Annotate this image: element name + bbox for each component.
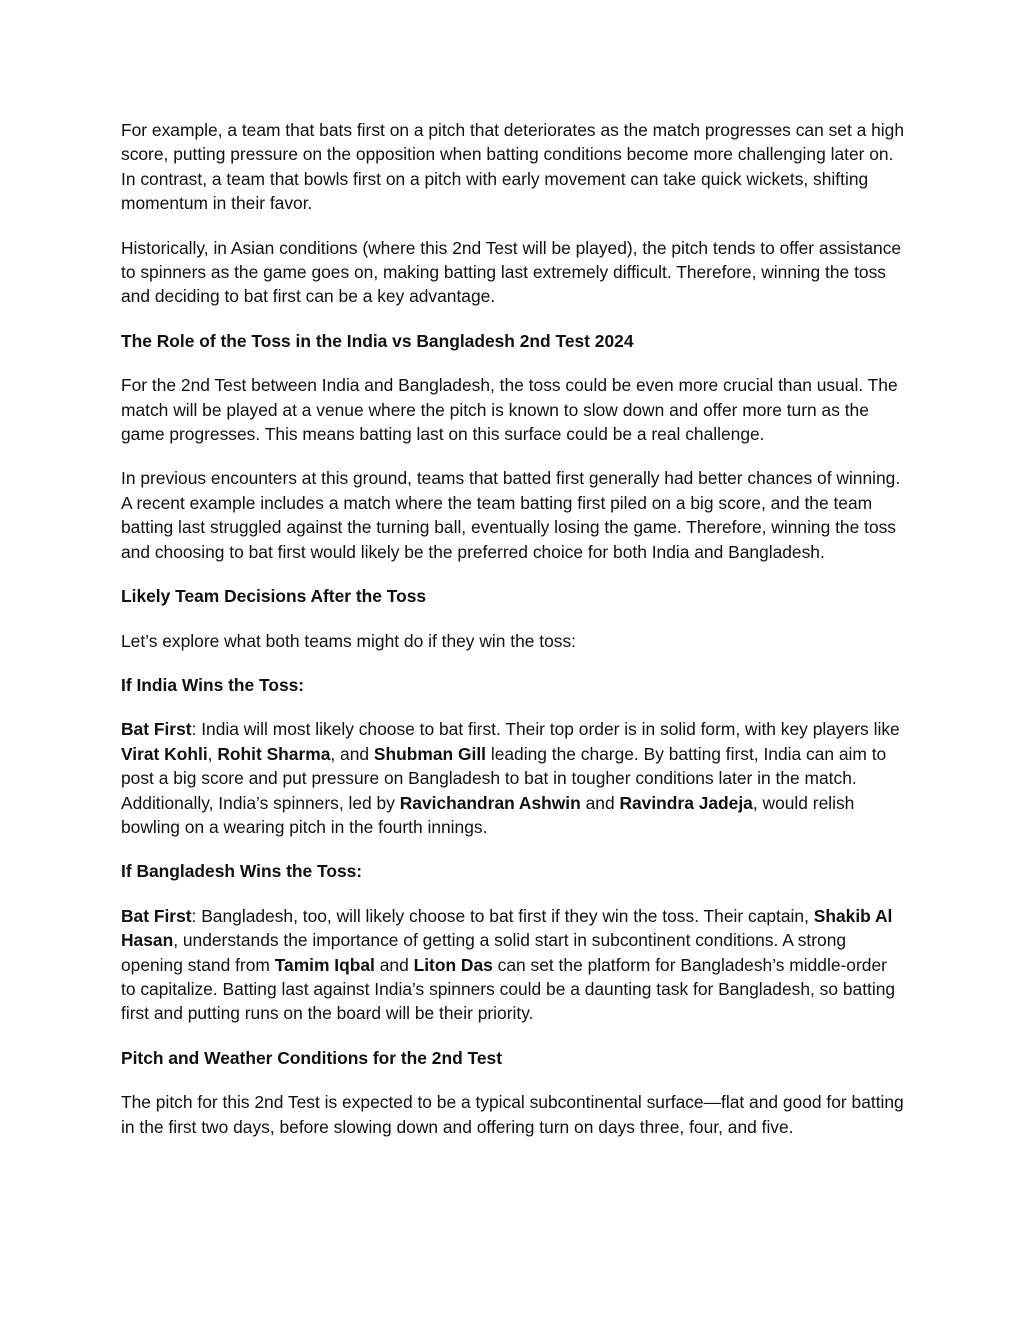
heading-likely-decisions: Likely Team Decisions After the Toss <box>121 586 427 607</box>
paragraph-previous-encounters: In previous encounters at this ground, teams that batted first generally had better chances of winning. A recent example includes a match where the team batting first piled on a big score, and the team batting last struggled against the turning ball, eventually losing the game. Therefore, winning the toss and choosing to bat first would likely be the preferred choice for both India and Bangladesh. <box>121 468 901 562</box>
paragraph-bangladesh-bat-first: Bat First: Bangladesh, too, will likely choose to bat first if they win the toss. Their captain, Shakib Al Hasan, understands the importance of getting a solid start in subcontinent conditions. A strong opening stand from Tamim Iqbal and Liton Das can set the platform for Bangladesh’s middle-order to capitalize. Batting last against India’s spinners could be a daunting task for Bangladesh, so batting first and putting runs on the board will be their priority. <box>121 905 896 1024</box>
paragraph-toss-example: For example, a team that bats first on a pitch that deteriorates as the match progresses can set a high score, putting pressure on the opposition when batting conditions become more challenging later on. In contrast, a team that bowls first on a pitch with early movement can take quick wickets, shifting momentum in their favor. <box>121 120 904 214</box>
heading-role-of-toss: The Role of the Toss in the India vs Bangladesh 2nd Test 2024 <box>121 330 634 351</box>
heading-bangladesh-wins: If Bangladesh Wins the Toss: <box>121 861 363 882</box>
heading-india-wins: If India Wins the Toss: <box>121 674 305 695</box>
bat-first-label: Bat First <box>121 719 192 740</box>
player-name: Liton Das <box>413 954 493 975</box>
heading-pitch-weather: Pitch and Weather Conditions for the 2nd Test <box>121 1047 503 1068</box>
player-name: Ravichandran Ashwin <box>399 792 581 813</box>
player-name: Ravindra Jadeja <box>619 792 753 813</box>
paragraph-asian-conditions: Historically, in Asian conditions (where this 2nd Test will be played), the pitch tends to offer assistance to spinners as the game goes on, making batting last extremely difficult. Therefore, winning the toss and deciding to bat first can be a key advantage. <box>121 237 902 307</box>
document-page <box>121 118 905 1159</box>
paragraph-india-bat-first: Bat First: India will most likely choose to bat first. Their top order is in solid form, with key players like Virat Kohli, Rohit Sharma, and Shubman Gill leading the charge. By batting first, India can aim to post a big score and put pressure on Bangladesh to bat in tougher conditions later in the match. Additionally, India’s spinners, led by Ravichandran Ashwin and Ravindra Jadeja, would relish bowling on a wearing pitch in the fourth innings. <box>121 719 900 837</box>
player-name: Virat Kohli <box>121 743 208 764</box>
paragraph-explore: Let’s explore what both teams might do if they win the toss: <box>121 630 576 651</box>
player-name: Rohit Sharma <box>217 743 331 764</box>
player-name: Shubman Gill <box>373 743 486 764</box>
player-name: Shakib Al Hasan <box>121 905 893 951</box>
paragraph-2nd-test-toss: For the 2nd Test between India and Bangladesh, the toss could be even more crucial than usual. The match will be played at a venue where the pitch is known to slow down and offer more turn as the game progresses. This means batting last on this surface could be a real challenge. <box>121 375 898 445</box>
bat-first-label: Bat First <box>121 905 192 926</box>
paragraph-pitch: The pitch for this 2nd Test is expected to be a typical subcontinental surface—flat and good for batting in the first two days, before slowing down and offering turn on days three, four, and five. <box>121 1092 904 1137</box>
player-name: Tamim Iqbal <box>274 954 375 975</box>
